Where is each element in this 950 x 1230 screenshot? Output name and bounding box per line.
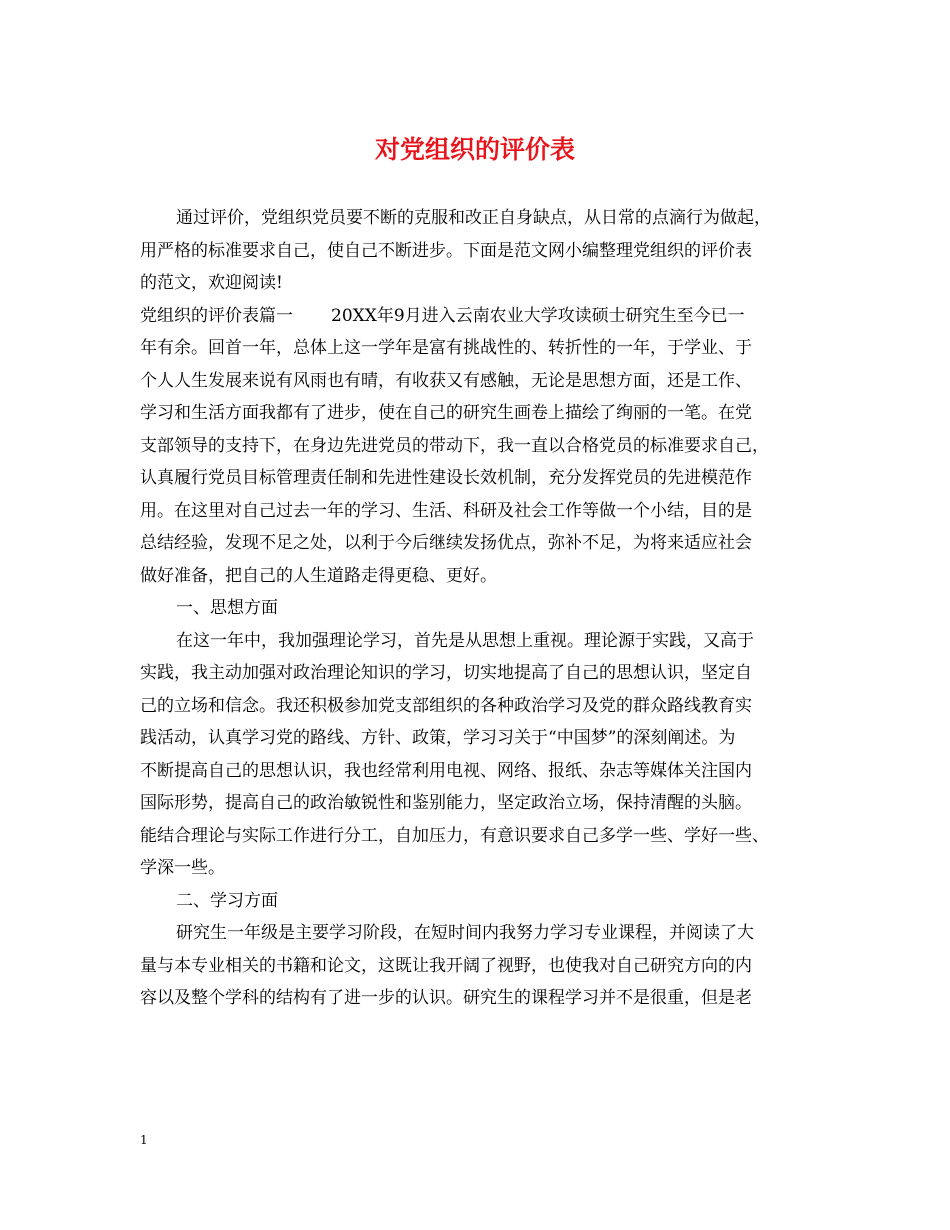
section-label: 党组织的评价表篇一: [140, 305, 293, 326]
paragraph-line: 支部领导的支持下，在身边先进党员的带动下，我一直以合格党员的标准要求自己，: [140, 435, 769, 456]
paragraph-line: 容以及整个学科的结构有了进一步的认识。研究生的课程学习并不是很重，但是老: [140, 988, 752, 1008]
paragraph-line: 国际形势，提高自己的政治敏锐性和鉴别能力，坚定政治立场，保持清醒的头脑。: [140, 793, 752, 813]
paragraph-line: 学深一些。: [140, 858, 225, 878]
document-title: 对党组织的评价表: [374, 135, 575, 164]
section-heading: 一、思想方面: [176, 598, 278, 618]
section-first-text: 20XX年9月进入云南农业大学攻读硕士研究生至今已一: [331, 305, 745, 326]
paragraph-line: 学习和生活方面我都有了进步，使在自己的研究生画卷上描绘了绚丽的一笔。在党: [140, 403, 752, 423]
intro-line: 用严格的标准要求自己，使自己不断进步。下面是范文网小编整理党组织的评价表: [140, 240, 752, 261]
paragraph-line: 总结经验，发现不足之处，以利于今后继续发扬优点，弥补不足，为将来适应社会: [140, 533, 752, 553]
paragraph-line: 己的立场和信念。我还积极参加党支部组织的各种政治学习及党的群众路线教育实: [140, 695, 752, 716]
section-first-line: [140, 300, 840, 333]
paragraph-line: 量与本专业相关的书籍和论文，这既让我开阔了视野，也使我对自己研究方向的内: [140, 955, 752, 976]
paragraph-line: 实践，我主动加强对政治理论知识的学习，切实地提高了自己的思想认识，坚定自: [140, 663, 752, 683]
paragraph-line: 年有余。回首一年，总体上这一学年是富有挑战性的、转折性的一年，于学业、于: [140, 338, 752, 358]
paragraph-line: 个人人生发展来说有风雨也有晴，有收获又有感触，无论是思想方面，还是工作、: [140, 370, 752, 391]
paragraph-line: 做好准备，把自己的人生道路走得更稳、更好。: [140, 565, 497, 586]
paragraph-line: 研究生一年级是主要学习阶段，在短时间内我努力学习专业课程，并阅读了大: [176, 923, 754, 943]
intro-line: 通过评价，党组织党员要不断的克服和改正自身缺点，从日常的点滴行为做起，: [176, 208, 771, 228]
paragraph-line: 在这一年中，我加强理论学习，首先是从思想上重视。理论源于实践，又高于: [176, 630, 754, 651]
paragraph-line: 认真履行党员目标管理责任制和先进性建设长效机制，充分发挥党员的先进模范作: [140, 468, 752, 488]
paragraph-line: 不断提高自己的思想认识，我也经常利用电视、网络、报纸、杂志等媒体关注国内: [140, 760, 752, 781]
page-number: 1: [140, 1133, 148, 1147]
paragraph-line: 践活动，认真学习党的路线、方针、政策，学习习关于“中国梦”的深刻阐述。为: [140, 728, 736, 748]
intro-line: 的范文，欢迎阅读!: [140, 273, 283, 293]
paragraph-line: 能结合理论与实际工作进行分工，自加压力，有意识要求自己多学一些、学好一些、: [140, 825, 769, 846]
paragraph-line: 用。在这里对自己过去一年的学习、生活、科研及社会工作等做一个小结，目的是: [140, 500, 752, 521]
document-body: [140, 202, 840, 1015]
section-heading: 二、学习方面: [176, 890, 278, 911]
